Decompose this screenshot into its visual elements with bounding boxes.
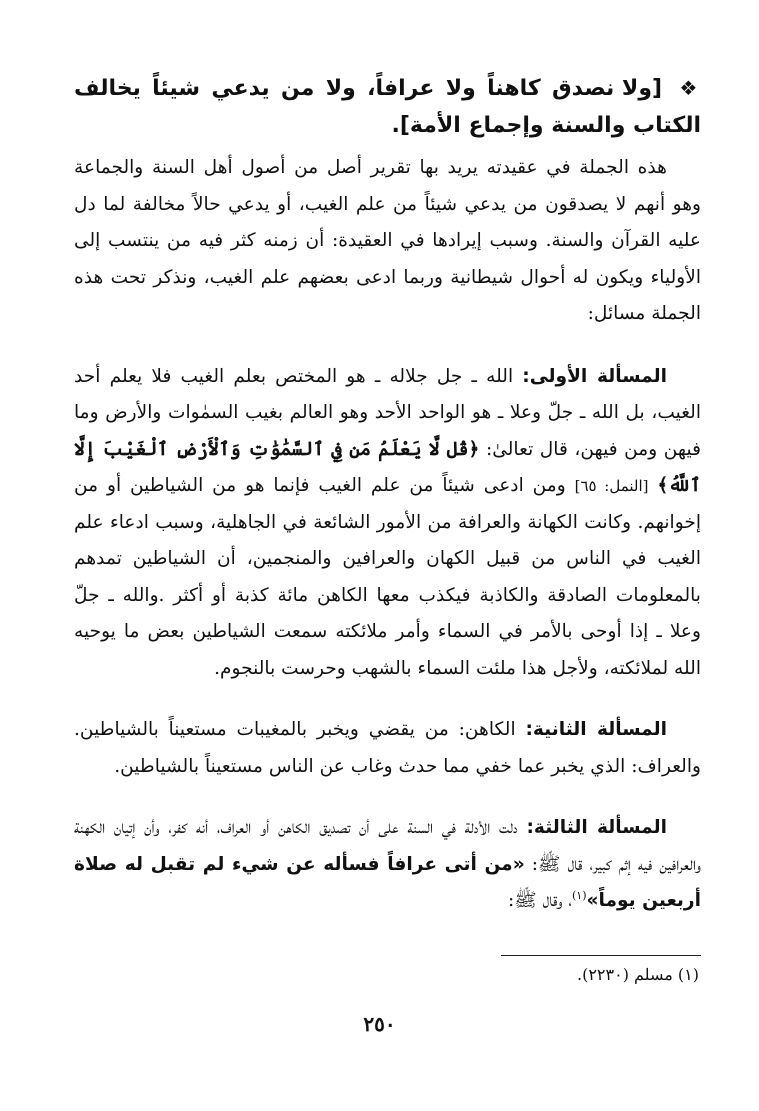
issue-3-text-after: ، وقال ﷺ: — [508, 890, 572, 911]
footnote: (١) مسلم (٢٢٣٠). — [577, 965, 699, 984]
issue-2-paragraph — [74, 712, 701, 785]
issue-2-label: المسألة الثانية: — [525, 719, 667, 740]
quran-reference: [النمل: ٦٥] — [574, 477, 649, 495]
quran-verse: ﴿قُل لَّا يَعْلَمُ مَن فِي ٱلسَّمَٰوَٰتِ وَٱلْأَرْضِ ٱلْغَيْبَ إِلَّا ٱللَّهُ﴾ — [74, 438, 701, 496]
issue-2-text: الكاهن: من يقضي ويخبر بالمغيبات مستعيناً بالشياطين. والعراف: الذي يخبر عما خفي مما حدث وغاب عن الناس مستعيناً بالشياطين. — [74, 719, 701, 777]
section-heading-text: [ولا نصدق كاهناً ولا عرافاً، ولا من يدعي شيئاً يخالف الكتاب والسنة وإجماع الأمة]. — [74, 76, 701, 138]
issue-1-text-after: ومن ادعى شيئاً من علم الغيب فإنما هو من الشياطين أو من إخوانهم. وكانت الكهانة والعرافة من الأمور الشائعة في الجاهلية، وسبب ادعاء علم الغيب في الناس من قبيل الكهان والعرافين والمنجمين، أن الشياطين تمدهم بالمعلومات الصادقة والكاذبة فيكذب معها الكاهن مائة كذبة أو أكثر .والله ـ جلّ وعلا ـ إذا أوحى بالأمر في السماء وأمر ملائكته سمعت الشياطين بعض ما يوحيه الله لملائكته، ولأجل هذا ملئت السماء بالشهب وحرست بالنجوم. — [74, 475, 701, 679]
section-heading — [74, 70, 701, 144]
issue-1-paragraph — [74, 359, 701, 688]
issue-1-label: المسألة الأولى: — [522, 365, 667, 387]
issue-3-text-before: دلت الأدلة في السنة على أن تصديق الكاهن أو العراف، أنه كفر، وأن إتيان الكهنة والعرافين فيه إثم كبير، قال ﷺ: — [74, 817, 701, 875]
issue-3-label: المسألة الثالثة: — [526, 817, 667, 838]
footnote-marker: (١) — [571, 888, 587, 902]
hadith-quote: «من أتى عرافاً فسأله عن شيء لم تقبل له صلاة أربعين يوماً» — [74, 853, 701, 911]
issue-3-paragraph — [74, 810, 701, 920]
page-number: ٢٥٠ — [363, 1012, 396, 1036]
intro-paragraph: هذه الجملة في عقيدته يريد بها تقرير أصل من أصول أهل السنة والجماعة وهو أنهم لا يصدقون من يدعي شيئاً من علم الغيب، أو يدعي حالاً مخالفة لما دل عليه القرآن والسنة. وسبب إيرادها في العقيدة: أن زمنه كثر فيه من ينتسب إلى الأولياء ويكون له أحوال شيطانية وربما ادعى بعضهم علم الغيب، ونذكر تحت هذه الجملة مسائل: — [74, 157, 701, 324]
bullet-icon: ❖ — [679, 76, 701, 100]
issue-1-text-before: الله ـ جل جلاله ـ هو المختص بعلم الغيب فلا يعلم أحد الغيب، بل الله ـ جلّ وعلا ـ هو الواحد الأحد وهو العالم بغيب السمٰوات والأرض وما فيهن ومن فيهن، قال تعالىٰ: — [74, 365, 701, 460]
footnote-divider — [501, 955, 701, 956]
